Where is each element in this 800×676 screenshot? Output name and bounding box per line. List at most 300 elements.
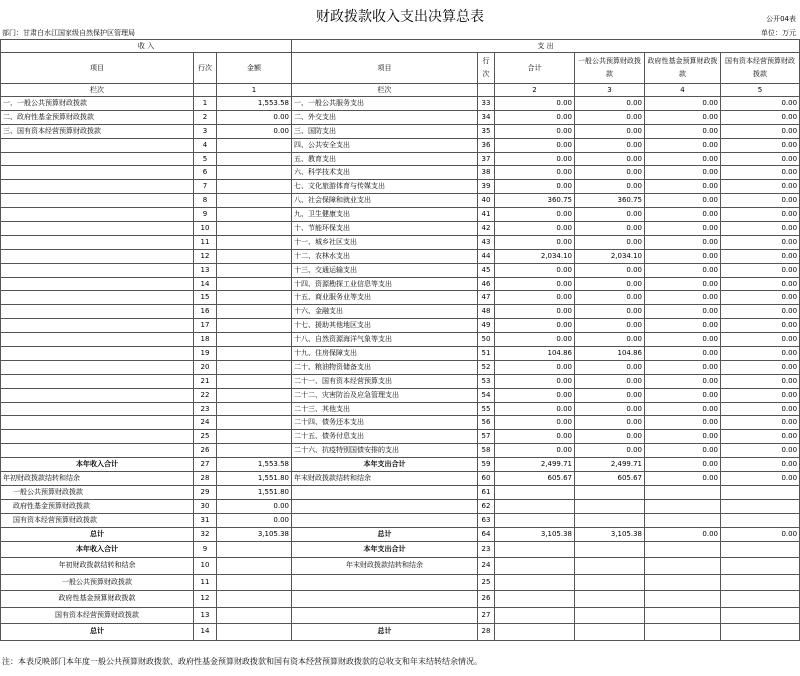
income-line-no: 7 [194,180,217,194]
expense-value [645,607,721,624]
expense-line-no: 56 [478,416,495,430]
income-amount [217,591,292,608]
expense-state-capital: 0.00 [721,374,800,388]
table-row [1,347,800,361]
expense-total: 0.00 [495,222,575,236]
expense-general-budget: 0.00 [575,416,645,430]
expense-general-budget: 0.00 [575,402,645,416]
income-line-no: 26 [194,444,217,458]
table-row [1,558,800,575]
income-item: 总计 [1,624,194,641]
table-row [1,291,800,305]
expense-gov-fund: 0.00 [645,291,721,305]
expense-line-no: 60 [478,472,495,486]
income-amount [217,277,292,291]
expense-state-capital: 0.00 [721,347,800,361]
table-row [1,333,800,347]
expense-value [495,624,575,641]
income-line-no: 23 [194,402,217,416]
expense-item: 二十四、债务还本支出 [292,416,478,430]
expense-state-capital: 0.00 [721,444,800,458]
income-amount [217,166,292,180]
col-1: 1 [217,84,292,97]
expense-line-no: 39 [478,180,495,194]
expense-gov-fund: 0.00 [645,152,721,166]
income-amount: 1,551.80 [217,472,292,486]
column-no-label: 栏次 [292,84,478,97]
income-item: 总计 [1,527,194,541]
income-amount [217,574,292,591]
expense-general-budget: 0.00 [575,374,645,388]
expense-line-no: 43 [478,235,495,249]
expense-total: 0.00 [495,263,575,277]
expense-value [575,624,645,641]
income-line-no: 13 [194,263,217,277]
expense-value [575,574,645,591]
expense-state-capital: 0.00 [721,263,800,277]
expense-item: 十三、交通运输支出 [292,263,478,277]
expense-gov-fund: 0.00 [645,402,721,416]
expense-general-budget: 0.00 [575,291,645,305]
table-row [1,485,800,499]
expense-item: 本年支出合计 [292,458,478,472]
expense-state-capital: 0.00 [721,430,800,444]
income-line-no: 18 [194,333,217,347]
table-row [1,166,800,180]
expense-line-no: 61 [478,485,495,499]
expense-gov-fund: 0.00 [645,166,721,180]
expense-state-capital: 0.00 [721,180,800,194]
expense-general-budget [575,485,645,499]
income-item: 年初财政拨款结转和结余 [1,558,194,575]
expense-item: 十七、援助其他地区支出 [292,319,478,333]
income-item: 国有资本经营预算财政拨款 [1,513,194,527]
income-item [1,208,194,222]
expense-general-budget: 0.00 [575,180,645,194]
table-row [1,513,800,527]
expense-gov-fund: 0.00 [645,97,721,111]
expense-gov-fund: 0.00 [645,249,721,263]
expense-state-capital: 0.00 [721,277,800,291]
expense-item: 本年支出合计 [292,541,478,558]
income-amount: 0.00 [217,499,292,513]
expense-general-budget: 0.00 [575,166,645,180]
table-number: 公开04表 [766,15,796,23]
income-line-no: 12 [194,591,217,608]
income-line-no: 16 [194,305,217,319]
income-line-no: 5 [194,152,217,166]
income-line-no: 29 [194,485,217,499]
expense-gov-fund: 0.00 [645,138,721,152]
expense-total: 0.00 [495,166,575,180]
table-row [1,430,800,444]
expense-total: 3,105.38 [495,527,575,541]
expense-item: 十八、自然资源海洋气象等支出 [292,333,478,347]
expense-state-capital: 0.00 [721,97,800,111]
col-5: 5 [721,84,800,97]
table-row [1,527,800,541]
expense-line-no: 59 [478,458,495,472]
expense-value [575,541,645,558]
expense-item: 二十二、灾害防治及应急管理支出 [292,388,478,402]
expense-state-capital: 0.00 [721,138,800,152]
expense-general-budget: 0.00 [575,305,645,319]
expense-state-capital: 0.00 [721,124,800,138]
expense-line-no: 50 [478,333,495,347]
income-amount [217,222,292,236]
income-item [1,180,194,194]
expense-item: 八、社会保障和就业支出 [292,194,478,208]
expense-value [645,624,721,641]
income-item [1,333,194,347]
footnote: 注：本表反映部门本年度一般公共预算财政拨款、政府性基金预算财政拨款和国有资本经营预算财政拨款的总收支和年末结转结余情况。 [2,657,482,666]
expense-gov-fund: 0.00 [645,235,721,249]
expense-gov-fund: 0.00 [645,333,721,347]
expense-line-no: 36 [478,138,495,152]
expense-line-header: 行次 [478,53,495,84]
col-4: 4 [645,84,721,97]
expense-item [292,607,478,624]
expense-gov-fund: 0.00 [645,388,721,402]
income-item: 本年收入合计 [1,541,194,558]
expense-general-budget: 0.00 [575,222,645,236]
income-amount: 0.00 [217,513,292,527]
table-row [1,624,800,641]
expense-state-capital: 0.00 [721,319,800,333]
income-item [1,166,194,180]
table-row [1,138,800,152]
income-amount [217,305,292,319]
expense-gov-fund: 0.00 [645,360,721,374]
expense-item: 三、国防支出 [292,124,478,138]
total-header: 合计 [495,53,575,84]
income-amount [217,624,292,641]
income-line-no: 24 [194,416,217,430]
expense-state-capital: 0.00 [721,305,800,319]
expense-total: 0.00 [495,110,575,124]
income-item [1,388,194,402]
income-line-no: 14 [194,624,217,641]
expense-total: 0.00 [495,319,575,333]
table-row [1,574,800,591]
income-line-no: 19 [194,347,217,361]
expense-gov-fund: 0.00 [645,222,721,236]
expense-item: 十六、金融支出 [292,305,478,319]
income-amount: 0.00 [217,110,292,124]
table-row [1,235,800,249]
expense-line-no: 63 [478,513,495,527]
expense-total: 0.00 [495,374,575,388]
unit-label: 单位：万元 [761,29,796,37]
expense-general-budget: 2,499.71 [575,458,645,472]
income-line-no: 9 [194,541,217,558]
expense-item: 二十三、其他支出 [292,402,478,416]
income-amount: 1,553.58 [217,458,292,472]
expense-state-capital: 0.00 [721,222,800,236]
income-item [1,291,194,305]
income-line-no: 14 [194,277,217,291]
expense-total: 0.00 [495,333,575,347]
expense-general-budget: 0.00 [575,124,645,138]
general-budget-header: 一般公共预算财政拨款 [575,53,645,84]
income-item: 国有资本经营预算财政拨款 [1,607,194,624]
expense-item: 二十、粮油物资储备支出 [292,360,478,374]
expense-item: 九、卫生健康支出 [292,208,478,222]
income-item: 三、国有资本经营预算财政拨款 [1,124,194,138]
expense-state-capital: 0.00 [721,194,800,208]
income-line-no: 13 [194,607,217,624]
expense-gov-fund [645,513,721,527]
income-amount [217,374,292,388]
col-2: 2 [495,84,575,97]
expense-line-no: 54 [478,388,495,402]
income-amount [217,263,292,277]
table-row [1,402,800,416]
expense-line-no: 37 [478,152,495,166]
expense-line-no: 45 [478,263,495,277]
expense-value [721,541,800,558]
expense-item: 六、科学技术支出 [292,166,478,180]
income-item: 一般公共预算财政拨款 [1,574,194,591]
income-item [1,319,194,333]
income-line-no: 2 [194,110,217,124]
expense-item: 七、文化旅游体育与传媒支出 [292,180,478,194]
expense-total: 0.00 [495,402,575,416]
income-line-no: 10 [194,222,217,236]
income-line-no: 9 [194,208,217,222]
expense-line-no: 48 [478,305,495,319]
expense-value [495,607,575,624]
expense-total: 0.00 [495,388,575,402]
expense-value [495,558,575,575]
expense-gov-fund: 0.00 [645,277,721,291]
expense-line-no: 24 [478,558,495,575]
expense-line-no: 51 [478,347,495,361]
income-line-no: 27 [194,458,217,472]
expense-item: 十一、城乡社区支出 [292,235,478,249]
income-line-no: 17 [194,319,217,333]
expense-value [721,607,800,624]
expense-line-no: 64 [478,527,495,541]
expense-value [645,558,721,575]
expense-general-budget: 0.00 [575,430,645,444]
expense-general-budget: 360.75 [575,194,645,208]
table-row [1,388,800,402]
income-amount [217,430,292,444]
table-row [1,263,800,277]
expense-line-no: 28 [478,624,495,641]
state-capital-header: 国有资本经营预算财政拨款 [721,53,800,84]
expense-gov-fund: 0.00 [645,263,721,277]
expense-item [292,574,478,591]
expense-item: 五、教育支出 [292,152,478,166]
expense-state-capital: 0.00 [721,333,800,347]
expense-general-budget: 0.00 [575,388,645,402]
income-item [1,416,194,430]
table-row [1,208,800,222]
expense-value [645,574,721,591]
table-row [1,458,800,472]
expense-value [721,558,800,575]
income-item [1,347,194,361]
income-item: 一、一般公共预算财政拨款 [1,97,194,111]
expense-line-no: 52 [478,360,495,374]
expense-line-no: 38 [478,166,495,180]
income-amount [217,194,292,208]
expense-total: 2,499.71 [495,458,575,472]
table-row [1,124,800,138]
expense-item: 二、外交支出 [292,110,478,124]
expense-gov-fund: 0.00 [645,305,721,319]
income-line-no: 6 [194,166,217,180]
column-no-label: 栏次 [1,84,194,97]
expense-total: 0.00 [495,97,575,111]
income-item [1,374,194,388]
income-line-no: 21 [194,374,217,388]
income-line-no: 20 [194,360,217,374]
expense-total: 0.00 [495,416,575,430]
income-line-no: 32 [194,527,217,541]
expense-state-capital [721,485,800,499]
expense-total [495,485,575,499]
income-item [1,249,194,263]
expense-general-budget: 0.00 [575,319,645,333]
income-line-header: 行次 [194,53,217,84]
income-amount [217,541,292,558]
expense-gov-fund [645,485,721,499]
income-amount [217,235,292,249]
income-line-no: 4 [194,138,217,152]
expense-line-no: 42 [478,222,495,236]
table-row [1,180,800,194]
income-item: 年初财政拨款结转和结余 [1,472,194,486]
income-amount: 0.00 [217,124,292,138]
expense-item: 十五、商业服务业等支出 [292,291,478,305]
expense-item: 十四、资源勘探工业信息等支出 [292,277,478,291]
expense-item: 年末财政拨款结转和结余 [292,558,478,575]
table-row [1,591,800,608]
income-line-no: 1 [194,97,217,111]
expense-general-budget: 0.00 [575,152,645,166]
table-row [1,249,800,263]
expense-total: 0.00 [495,277,575,291]
table-row [1,222,800,236]
expense-item: 二十一、国有资本经营预算支出 [292,374,478,388]
income-line-no: 8 [194,194,217,208]
expense-line-no: 41 [478,208,495,222]
expense-total: 605.67 [495,472,575,486]
expense-value [495,574,575,591]
expense-general-budget: 0.00 [575,110,645,124]
income-line-no: 11 [194,574,217,591]
expense-line-no: 35 [478,124,495,138]
expense-gov-fund: 0.00 [645,527,721,541]
expense-state-capital: 0.00 [721,208,800,222]
expense-state-capital: 0.00 [721,527,800,541]
income-header: 收 入 [1,40,292,53]
income-item [1,277,194,291]
expense-general-budget: 0.00 [575,263,645,277]
table-row [1,360,800,374]
expense-general-budget: 0.00 [575,333,645,347]
expense-gov-fund: 0.00 [645,194,721,208]
expense-state-capital: 0.00 [721,360,800,374]
income-line-no: 12 [194,249,217,263]
expense-item: 总计 [292,527,478,541]
income-item [1,402,194,416]
expense-general-budget: 605.67 [575,472,645,486]
income-item: 一般公共预算财政拨款 [1,485,194,499]
income-item: 二、政府性基金预算财政拨款 [1,110,194,124]
expense-state-capital: 0.00 [721,402,800,416]
expense-item: 总计 [292,624,478,641]
amount-header: 金额 [217,53,292,84]
expense-total: 0.00 [495,208,575,222]
col-3: 3 [575,84,645,97]
expense-state-capital: 0.00 [721,416,800,430]
table-row [1,472,800,486]
expense-total [495,513,575,527]
expense-gov-fund: 0.00 [645,180,721,194]
income-line-no: 15 [194,291,217,305]
table-row [1,374,800,388]
expense-total: 0.00 [495,180,575,194]
expense-value [721,624,800,641]
income-line-no: 25 [194,430,217,444]
department-label: 部门：甘肃白水江国家级自然保护区管理局 [2,29,135,37]
expense-header: 支 出 [292,40,800,53]
expense-gov-fund [645,499,721,513]
income-item [1,360,194,374]
income-amount [217,138,292,152]
expense-gov-fund: 0.00 [645,110,721,124]
income-amount: 3,105.38 [217,527,292,541]
expense-total: 0.00 [495,305,575,319]
expense-line-no: 33 [478,97,495,111]
table-row [1,152,800,166]
expense-item: 十二、农林水支出 [292,249,478,263]
expense-state-capital: 0.00 [721,472,800,486]
expense-general-budget: 0.00 [575,235,645,249]
expense-total: 0.00 [495,152,575,166]
income-amount: 1,553.58 [217,97,292,111]
expense-state-capital: 0.00 [721,458,800,472]
expense-line-no: 25 [478,574,495,591]
expense-general-budget: 3,105.38 [575,527,645,541]
income-line-no: 22 [194,388,217,402]
expense-value [575,607,645,624]
page-title: 财政拨款收入支出决算总表 [316,9,484,25]
income-amount [217,333,292,347]
expense-item: 二十六、抗疫特别国债安排的支出 [292,444,478,458]
income-line-no: 28 [194,472,217,486]
table-row [1,499,800,513]
expense-total: 0.00 [495,124,575,138]
expense-value [575,591,645,608]
expense-line-no: 55 [478,402,495,416]
expense-value [645,591,721,608]
income-amount [217,444,292,458]
income-amount [217,208,292,222]
income-line-no: 11 [194,235,217,249]
expense-gov-fund: 0.00 [645,458,721,472]
table-row [1,277,800,291]
expense-value [495,541,575,558]
expense-item-header: 项目 [292,53,478,84]
expense-gov-fund: 0.00 [645,347,721,361]
expense-gov-fund: 0.00 [645,208,721,222]
expense-item [292,499,478,513]
